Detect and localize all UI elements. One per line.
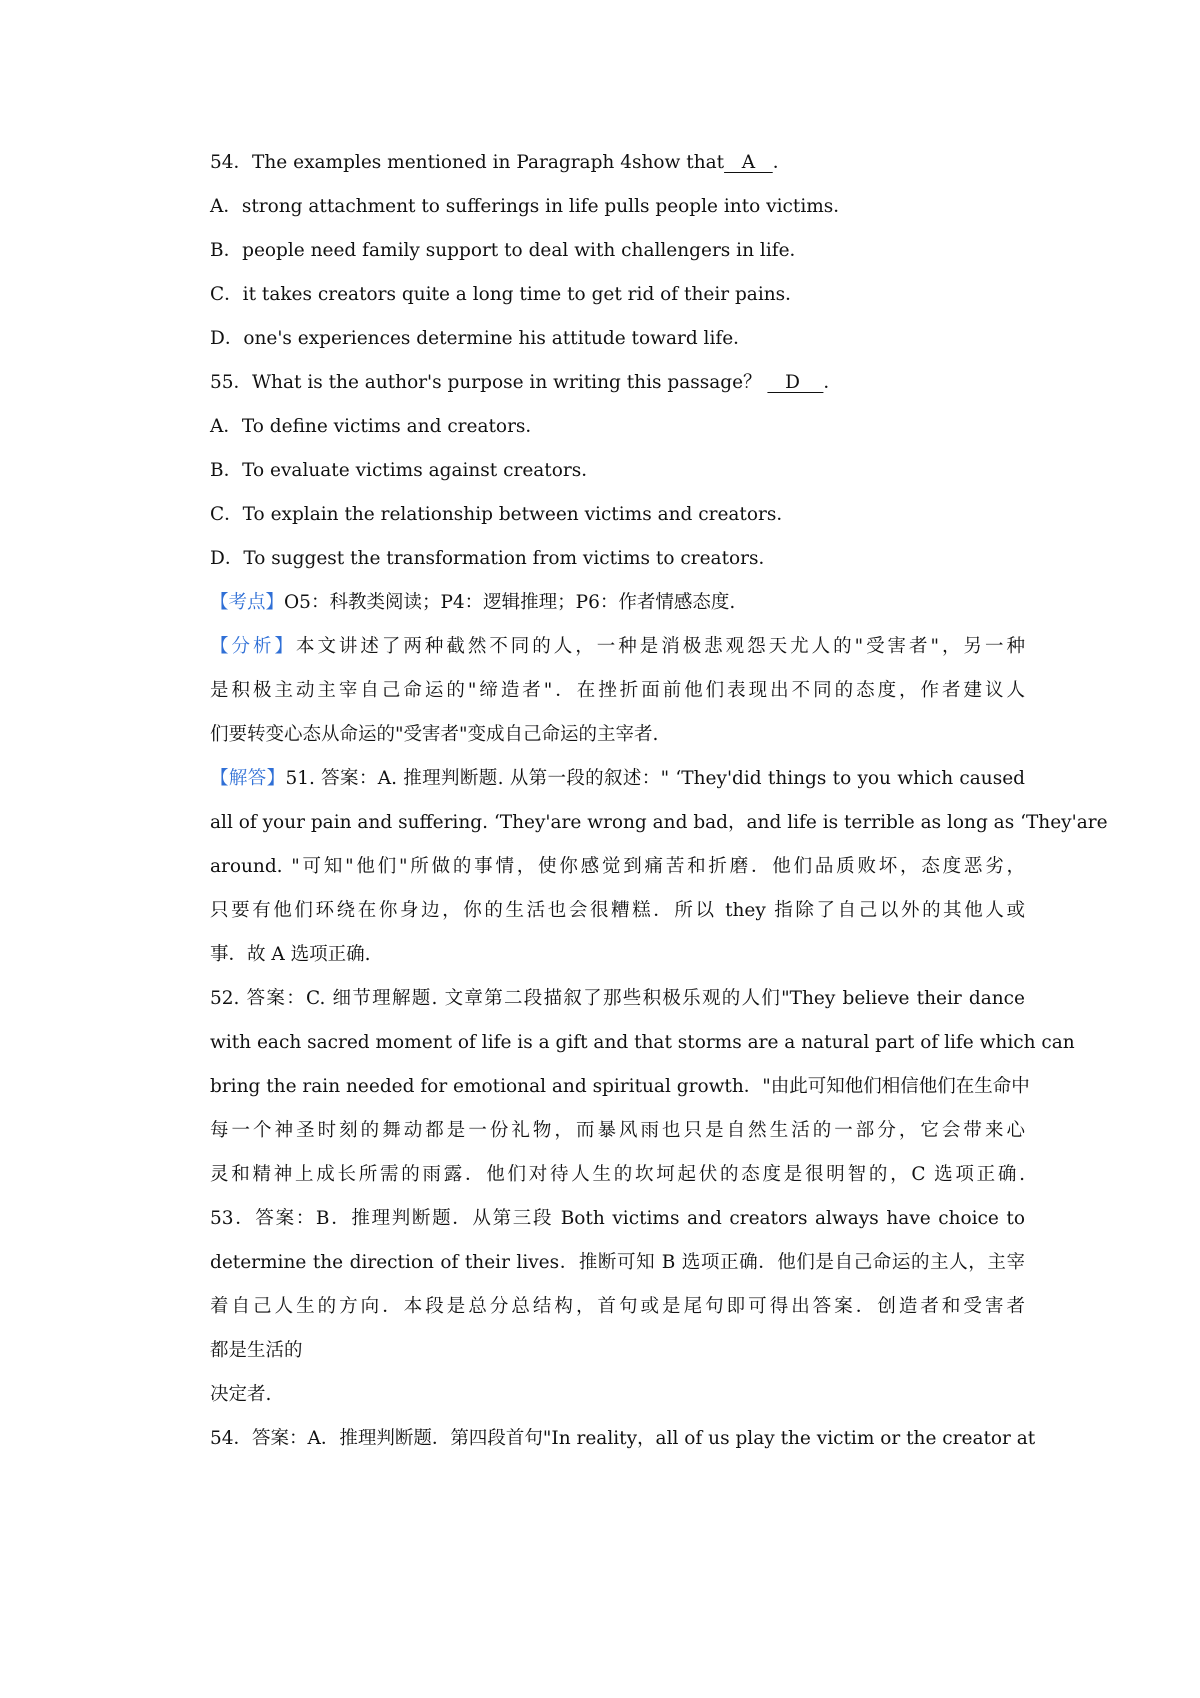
fenxi-text-1: 本文讲述了两种截然不同的人，一种是消极悲观怨天尤人的"受害者"，另一种 — [295, 636, 1025, 657]
fenxi-line-3: 们要转变心态从命运的"受害者"变成自己命运的主宰者. — [210, 724, 659, 745]
fenxi-tag: 【分析】 — [210, 636, 296, 657]
jieda-line-15: 决定者. — [210, 1384, 272, 1405]
question-55-option-c: C．To explain the relationship between victims and creators． — [210, 504, 795, 525]
jieda-text-1: 51. 答案：A. 推理判断题. 从第一段的叙述：" ‘They'did things to you which caused — [285, 768, 1025, 789]
jieda-line-10: 灵和精神上成长所需的雨露．他们对待人生的坎坷起伏的态度是很明智的，C 选项正确. — [210, 1164, 1025, 1185]
jieda-line-12: determine the direction of their lives．推断可知 B 选项正确．他们是自己命运的主人，主宰 — [210, 1252, 1025, 1273]
question-54-stem — [210, 148, 1025, 178]
jieda-line-8: bring the rain needed for emotional and spiritual growth．"由此可知他们相信他们在生命中 — [210, 1076, 1030, 1097]
jieda-line-16: 54．答案：A．推理判断题．第四段首句"In reality，all of us play the victim or the creator at — [210, 1428, 1036, 1449]
fenxi-line-2: 是积极主动主宰自己命运的"缔造者"．在挫折面前他们表现出不同的态度，作者建议人 — [210, 680, 1025, 701]
jieda-line-9: 每一个神圣时刻的舞动都是一份礼物，而暴风雨也只是自然生活的一部分，它会带来心 — [210, 1120, 1025, 1141]
question-54-option-c: C．it takes creators quite a long time to get rid of their pains． — [210, 284, 804, 305]
jieda-line-5: 事．故 A 选项正确. — [210, 944, 371, 965]
question-54-end: ． — [772, 152, 792, 173]
question-55-end: ． — [823, 372, 842, 393]
question-55-answer: D — [767, 372, 824, 393]
jieda-tag: 【解答】 — [210, 768, 286, 789]
question-55-option-d: D．To suggest the transformation from victims to creators． — [210, 548, 777, 569]
jieda-line-11: 53．答案：B．推理判断题．从第三段 Both victims and creators always have choice to — [210, 1208, 1025, 1229]
jieda-line-6: 52. 答案：C. 细节理解题. 文章第二段描叙了那些积极乐观的人们"They believe their dance — [210, 988, 1025, 1009]
jieda-line-3: around. "可知"他们"所做的事情，使你感觉到痛苦和折磨．他们品质败坏，态度恶劣， — [210, 856, 1025, 877]
question-54-option-a: A．strong attachment to sufferings in life pulls people into victims． — [210, 196, 852, 217]
question-55-text: 55．What is the author's purpose in writing this passage？ — [210, 372, 768, 393]
question-55-option-b: B．To evaluate victims against creators． — [210, 460, 600, 481]
question-55-stem — [210, 368, 1025, 398]
jieda-line-14: 都是生活的 — [210, 1340, 303, 1361]
kaodian-tag: 【考点】 — [210, 592, 285, 613]
question-54-option-d: D．one's experiences determine his attitude toward life． — [210, 328, 752, 349]
question-54-text: 54．The examples mentioned in Paragraph 4show that — [210, 152, 725, 173]
fenxi-line-1 — [210, 632, 1025, 662]
jieda-line-4: 只要有他们环绕在你身边，你的生活也会很糟糕．所以 they 指除了自己以外的其他人或 — [210, 900, 1025, 921]
jieda-line-7: with each sacred moment of life is a gift and that storms are a natural part of life which can — [210, 1032, 1075, 1053]
jieda-line-2: all of your pain and suffering. ‘They'are wrong and bad，and life is terrible as long as ‘They'are — [210, 812, 1108, 833]
question-54-option-b: B．people need family support to deal with challengers in life． — [210, 240, 809, 261]
jieda-line-13: 着自己人生的方向．本段是总分总结构，首句或是尾句即可得出答案．创造者和受害者 — [210, 1296, 1025, 1317]
jieda-line-1 — [210, 764, 1025, 794]
kaodian-section — [210, 588, 1025, 618]
question-55-option-a: A．To define victims and creators． — [210, 416, 544, 437]
question-54-answer: A — [724, 152, 773, 173]
kaodian-text: O5：科教类阅读；P4：逻辑推理；P6：作者情感态度. — [284, 592, 736, 613]
